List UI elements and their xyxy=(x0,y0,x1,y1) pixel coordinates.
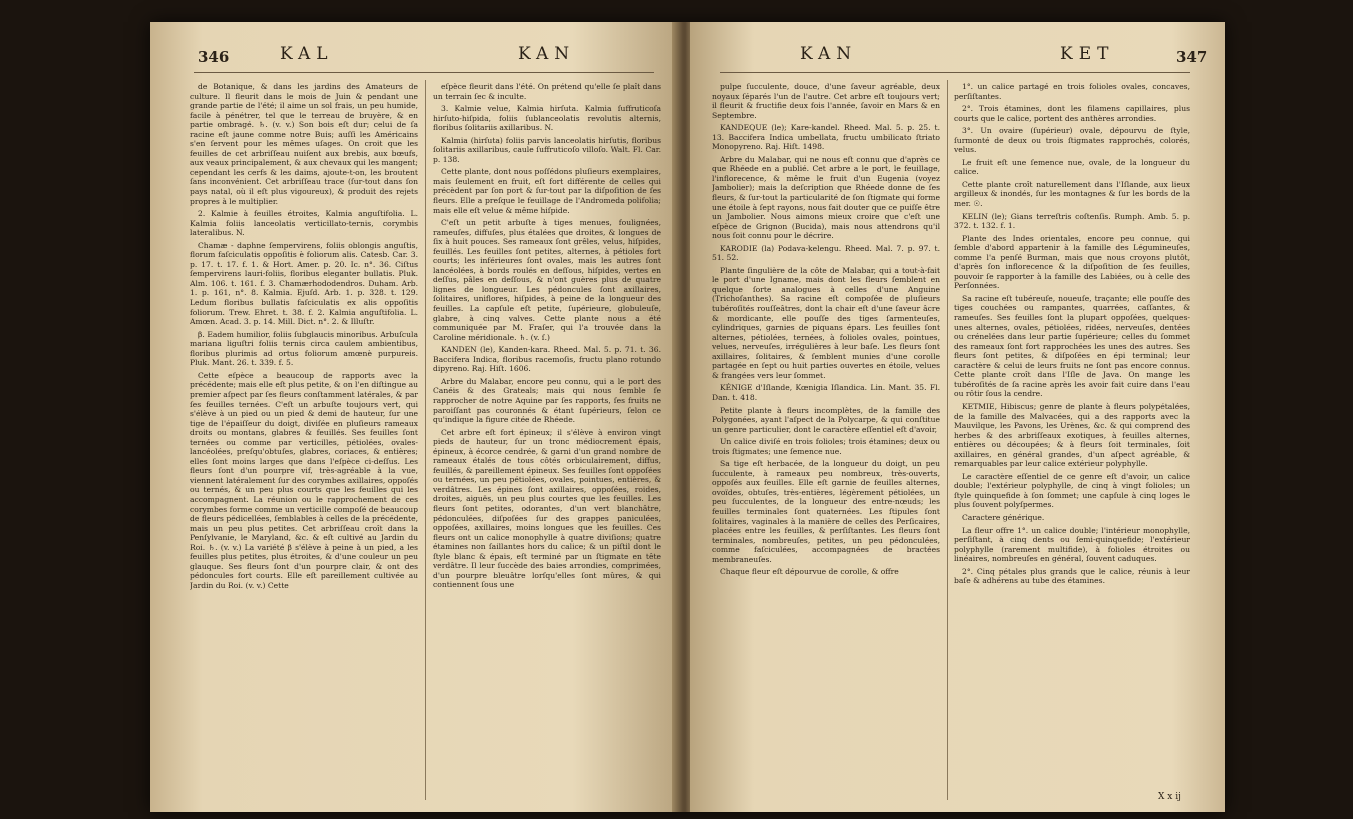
paragraph: Plante ſingulière de la côte de Malabar, qui a tout-à-fait le port d'une Igname, mais dont les fleurs ſemblent en quelque ſorte analogues à celles d'une Anguine (Trichoſanthes). Sa racine eſt compoſée de pluſieurs tubéroſités rouſſeâtres, dont la chair eſt d'une ſaveur âcre & mordicante, elle pouſſe des tiges ſarmenteuſes, cylindriques, garnies de piquans épars. Les feuilles ſont alternes, pétiolées, ternées, à folioles ovales, pointues, velues, nerveuſes, irrégulières à leur baſe. Les fleurs ſont axillaires, ſolitaires, & ſemblent munies d'une corolle partagée en ſept ou huit parties ouvertes en étoile, velues & frangées vers leur ſommet. xyxy=(712,265,940,380)
column-divider xyxy=(425,80,426,800)
column-divider xyxy=(947,80,948,800)
running-head-right-a: KAN xyxy=(800,44,858,64)
paragraph: eſpèce fleurit dans l'été. On prétend qu'elle ſe plaît dans un terrain ſec & inculte. xyxy=(433,82,661,101)
paragraph: KÉNIGE d'Iſlande, Kœnigia Iſlandica. Lin. Mant. 35. Fl. Dan. t. 418. xyxy=(712,383,940,402)
paragraph: KARODIE (la) Podava-kelengu. Rheed. Mal. 7. p. 97. t. 51. 52. xyxy=(712,243,940,263)
signature-mark: X x ij xyxy=(1158,792,1181,802)
paragraph: Petite plante à fleurs incomplètes, de la famille des Polygonées, ayant l'aſpect de la Polycarpe, & qui conſtitue un genre particulier, dont le caractère eſſentiel eſt d'avoir, xyxy=(712,405,940,434)
paragraph: Cet arbre eſt fort épineux; il s'élève à environ vingt pieds de hauteur, ſur un tronc médiocrement épais, épineux, à écorce cendrée, & garni d'un grand nombre de rameaux étalés de tous côtés orbiculairement, diffus, feuillés, & pareillement épineux. Ses feuilles ſont oppoſées ou ternées, un peu pétiolées, ovales, pointues, entières, & verdâtres. Les épines ſont axillaires, oppoſées, roides, droites, aiguës, un peu plus courtes que les feuilles. Les fleurs ſont petites, odorantes, d'un vert blanchâtre, pédonculées, diſpoſées ſur des grappes paniculées, oppoſées, axillaires, moins longues que les feuilles. Ces fleurs ont un calice monophylle à quatre diviſions; quatre étamines non ſaillantes hors du calice; & un piſtil dont le ſtyle blanc & épais, eſt terminé par un ſtigmate en tête verdâtre. Il leur ſuccède des baies arrondies, comprimées, d'un pourpre bleuâtre lorſqu'elles ſont mûres, & qui contiennent ſous une xyxy=(433,427,661,590)
paragraph: C'eſt un petit arbuſte à tiges menues, foulignées, rameuſes, diffuſes, plus étalées que droites, & longues de ſix à huit pouces. Ses rameaux ſont grêles, velus, hiſpides, feuillés. Les feuilles ſont petites, alternes, à pétioles fort courts; les inférieures ſont ovales, mais les autres ſont lancéolées, à bords roulés en deſſous, hiſpides, vertes en deſſus, pâles en deſſous, & n'ont guères plus de quatre lignes de longueur. Les pédoncules ſont axillaires, ſolitaires, uniflores, hiſpides, à peine de la longueur des feuilles. La capſule eſt petite, ſupérieure, globuleuſe, glabre, à cinq valves. Cette plante nous a été communiquée par M. Fraſer, qui l'a trouvée dans la Caroline méridionale. ♄. (v. ſ.) xyxy=(433,218,661,342)
paragraph: KETMIE, Hibiscus; genre de plante à fleurs polypétalées, de la famille des Malvacées, qui a des rapports avec la Mauvilque, les Pavons, les Urènes, &c. & qui comprend des herbes & des arbriſſeaux exotiques, à feuilles alternes, entières ou découpées; & à fleurs ſoit terminales, ſoit axillaires, en général grandes, d'un aſpect agréable, & remarquables par leur calice extérieur polyphylle. xyxy=(954,401,1190,469)
page-number-right: 347 xyxy=(1176,48,1208,66)
paragraph: 2. Kalmie à feuilles étroites, Kalmia anguſtifolia. L. Kalmia foliis lanceolatis verticillato-ternis, corymbis lateralibus. N. xyxy=(190,209,418,238)
paragraph: de Botanique, & dans les jardins des Amateurs de culture. Il fleurit dans le mois de Juin & pendant une grande partie de l'été; il aime un sol frais, un peu humide, facile à pénétrer, tel que le terreau de bruyère, & en partie ombragé. ♄. (v. v.) Son bois eſt dur; celui de ſa racine eſt jaune comme notre Buis; auſſi les Américains s'en ſervent pour les mêmes uſages. On croit que les feuilles de cet arbriſſeau nuiſent aux brebis, aux bœufs, aux veaux principalement, & aux chevaux qui les mangent; cependant les cerfs & les daims, ajoute-t-on, les broutent ſans inconvénient. Cet arbriſſeau trace (ſur-tout dans ſon pays natal, où il eſt plus vigoureux), & produit des rejets propres à le multiplier. xyxy=(190,82,418,206)
running-head-left-b: KAN xyxy=(518,44,576,64)
paragraph: Sa tige eſt herbacée, de la longueur du doigt, un peu ſucculente, à rameaux peu nombreux, très-ouverts, oppoſés aux feuilles. Elle eſt garnie de feuilles alternes, ovoïdes, obtuſes, très-entières, légèrement pétiolées, un peu ſucculentes, de la longueur des entre-nœuds; les feuilles terminales ſont quaternées. Les ſtipules ſont ſolitaires, vaginales à la manière de celles des Perſicaires, placées entre les feuilles, & perſiſtantes. Les fleurs ſont terminales, nombreuſes, petites, un peu pédonculées, comme faſciculées, accompagnées de bractées membraneuſes. xyxy=(712,459,940,564)
paragraph: Chaque fleur eſt dépourvue de corolle, & offre xyxy=(720,567,899,577)
right-column-1 xyxy=(712,82,940,802)
paragraph: Kalmia (hirſuta) foliis parvis lanceolatis hirſutis, floribus ſolitariis axillaribus, caule ſuffruticoſo villoſo. Walt. Fl. Car. p. 138. xyxy=(433,135,661,164)
running-head-right-b: KET xyxy=(1060,44,1115,64)
paragraph: β. Eadem humilior, foliis ſubglaucis minoribus. Arbuſcula mariana liguſtri foliis ternis circa caulem ambientibus, floribus plurimis ad ortus foliorum amœnè purpureis. Pluk. Mant. 26. t. 339. f. 5. xyxy=(190,329,418,368)
paragraph: Le caractère eſſentiel de ce genre eſt d'avoir, un calice double; l'extérieur polyphylle, de cinq à vingt folioles; un ſtyle quinquefide à ſon ſommet; une capſule à cinq loges le plus ſouvent polyſpermes. xyxy=(954,471,1190,510)
paragraph: Cette plante, dont nous poſſédons pluſieurs exemplaires, mais ſeulement en fruit, eſt fort différente de celles qui précèdent par ſon port & ſur-tout par la diſpoſition de ſes fleurs. Elle a preſque le feuillage de l'Andromeda polifolia; mais elle eſt velue & même hiſpide. xyxy=(433,167,661,215)
paragraph: Le fruit eſt une ſemence nue, ovale, de la longueur du calice. xyxy=(954,157,1190,177)
paragraph: Arbre du Malabar, encore peu connu, qui a le port des Canéis & des Grateals; mais qui nous ſemble ſe rapprocher de notre Aquine par ſes rapports, ſes fruits ne paroiſſant pas couronnés & étant ſupérieurs, ſelon ce qu'indique la figure citée de Rhéede. xyxy=(433,376,661,425)
paragraph: 3°. Un ovaire (ſupérieur) ovale, dépourvu de ſtyle, ſurmonté de deux ou trois ſtigmates rapprochés, colorés, velus. xyxy=(954,126,1190,155)
left-page xyxy=(150,22,678,812)
paragraph: Cette eſpèce a beaucoup de rapports avec la précédente; mais elle eſt plus petite, & on l'en diſtingue au premier aſpect par ſes fleurs conſtamment latérales, & par ſes feuilles ternées. C'eſt un arbuſte toujours vert, qui s'élève à un pied ou un pied & demi de hauteur, ſur une tige de l'épaiſſeur du doigt, diviſée en pluſieurs rameaux droits ou montans, glabres & feuillés. Ses feuilles ſont ternées ou comme par verticilles, pétiolées, ovales-lancéolées, preſqu'obtuſes, glabres, coriaces, & entières; elles ſont moins larges que dans l'eſpèce ci-deſſus. Les fleurs ſont d'un pourpre vif, très-agréable à la vue, viennent latéralement ſur des corymbes axillaires, oppoſés ou ternés, & un peu plus courts que les feuilles qui les accompagnent. La réunion ou le rapprochement de ces corymbes forme comme un verticille compoſé de beaucoup de fleurs pédicellées, ſemblables à celles de la précédente, mais un peu plus petites. Cet arbriſſeau croît dans la Penſylvanie, le Maryland, &c. & eſt cultivé au Jardin du Roi. ♄. (v. v.) La variété β s'élève à peine à un pied, a les feuilles plus petites, plus étroites, & d'une couleur un peu glauque. Ses fleurs ſont d'un pourpre clair, & ont des pédoncules fort courts. Elle eſt pareillement cultivée au Jardin du Roi. (v. v.) Cette xyxy=(190,370,418,590)
paragraph: KANDEQUE (le); Kare-kandel. Rheed. Mal. 5. p. 25. t. 13. Baccifera Indica umbellata, fructu umbilicato ſtriato Monopyreno. Raj. Hiſt. 1498. xyxy=(712,123,940,152)
left-column-1 xyxy=(190,82,418,802)
paragraph: 3. Kalmie velue, Kalmia hirſuta. Kalmia ſuffruticoſa hirſuto-hiſpida, foliis ſublanceolatis revolutis alternis, floribus ſolitariis axillaribus. N. xyxy=(433,104,661,133)
paragraph: La fleur offre 1°. un calice double; l'intérieur monophylle, perſiſtant, à cinq dents ou ſemi-quinquefide; l'extérieur polyphylle (rarement multifide), à folioles étroites ou linéaires, nombreuſes en général, ſouvent caduques. xyxy=(954,525,1190,564)
paragraph: KELIN (le); Gians terreſtris coſtenſis. Rumph. Amb. 5. p. 372. t. 132. f. 1. xyxy=(954,211,1190,231)
paragraph: Plante des Indes orientales, encore peu connue, qui ſemble d'abord appartenir à la famille des Légumineuſes, comme l'a penſé Burman, mais que nous croyons plutôt, d'après ſon inflorecence & la diſpoſition de ſes feuilles, pouvoir ſe rapporter à la famille des Labiées, ou à celle des Perſonnées. xyxy=(954,233,1190,291)
left-column-2 xyxy=(433,82,661,802)
paragraph: Arbre du Malabar, qui ne nous eſt connu que d'après ce que Rhéede en a publié. Cet arbre a le port, le feuillage, l'inflorecence, & même le fruit d'un Eugenia (voyez Jambolier); mais la deſcription que Rhéede donne de ſes fleurs, & ſur-tout la particularité de ſon ſtigmate qui forme une étoile à ſept rayons, nous fait douter que ce puiſſe être un Jambolier. Nous aimons mieux croire que c'eſt une eſpèce de Grignon (Bucida), mais nous attendrons qu'il nous ſoit connu pour le décrire. xyxy=(712,154,940,241)
paragraph: Caractere générique. xyxy=(962,512,1045,522)
paragraph: 1°. un calice partagé en trois folioles ovales, concaves, perſiſtantes. xyxy=(954,82,1190,101)
paragraph: KANDEN (le), Kanden-kara. Rheed. Mal. 5. p. 71. t. 36. Baccifera Indica, floribus racemoſis, fructu plano rotundo dipyreno. Raj. Hiſt. 1606. xyxy=(433,345,661,374)
right-page xyxy=(690,22,1225,812)
paragraph: Chamæ - daphne ſempervirens, foliis oblongis anguſtis, florum faſciculatis oppoſitis è foliorum alis. Catesb. Car. 3. p. 17. t. 17. f. 1. & Hort. Amer. p. 20. Ic. n°. 36. Ciſtus ſempervirens lauri-foliis, floribus eleganter bullatis. Pluk. Alm. 106. t. 161. f. 3. Chamærhododendros. Duham. Arb. 1. p. 161, n°. 8. Kalmia. Ejuſd. Arb. 1. p. 328. t. 129. Ledum floribus bullatis faſciculatis ex alis oppoſitis foliorum. Trew. Ehret. t. 38. f. 2. Kalmia anguſtifolia. L. Amœn. Acad. 3. p. 14. Mill. Dict. n°. 2. & Illuſtr. xyxy=(190,240,418,327)
right-column-2 xyxy=(954,82,1190,802)
header-rule xyxy=(194,72,654,73)
paragraph: Un calice diviſé en trois folioles; trois étamines; deux ou trois ſtigmates; une ſemence nue. xyxy=(712,437,940,456)
page-number-left: 346 xyxy=(198,48,230,66)
header-rule xyxy=(720,72,1190,73)
paragraph: 2°. Trois étamines, dont les filamens capillaires, plus courts que le calice, portent des anthères arrondies. xyxy=(954,104,1190,123)
paragraph: pulpe ſucculente, douce, d'une ſaveur agréable, deux noyaux ſéparés l'un de l'autre. Cet arbre eſt toujours vert; il fleurit & fructifie deux fois l'année, ſavoir en Mars & en Septembre. xyxy=(712,82,940,120)
open-book xyxy=(150,22,1225,812)
paragraph: 2°. Cinq pétales plus grands que le calice, réunis à leur baſe & adhérens au tube des étamines. xyxy=(954,566,1190,586)
paragraph: Cette plante croît naturellement dans l'Iſlande, aux lieux argilleux & inondés, ſur les montagnes & ſur les bords de la mer. ☉. xyxy=(954,179,1190,209)
running-head-left-a: KAL xyxy=(280,44,334,64)
paragraph: Sa racine eſt tubéreuſe, noueuſe, traçante; elle pouſſe des tiges couchées ou rampantes, quarrées, caſſantes, & rameuſes. Ses feuilles ſont la plupart oppoſées, quelques-unes alternes, ovales, pétiolées, ridées, nerveuſes, dentées ou crénelées dans leur partie ſupérieure; celles du ſommet des rameaux ſont fort rapprochées les unes des autres. Ses fleurs ſont petites, & diſpoſées en épi terminal; leur caractère & celui de leurs fruits ne ſont pas encore connus. Cette plante croît dans l'Iſle de Java. On mange les tubéroſités de ſa racine après les avoir fait cuire dans l'eau ou rôtir ſous la cendre. xyxy=(954,293,1190,399)
